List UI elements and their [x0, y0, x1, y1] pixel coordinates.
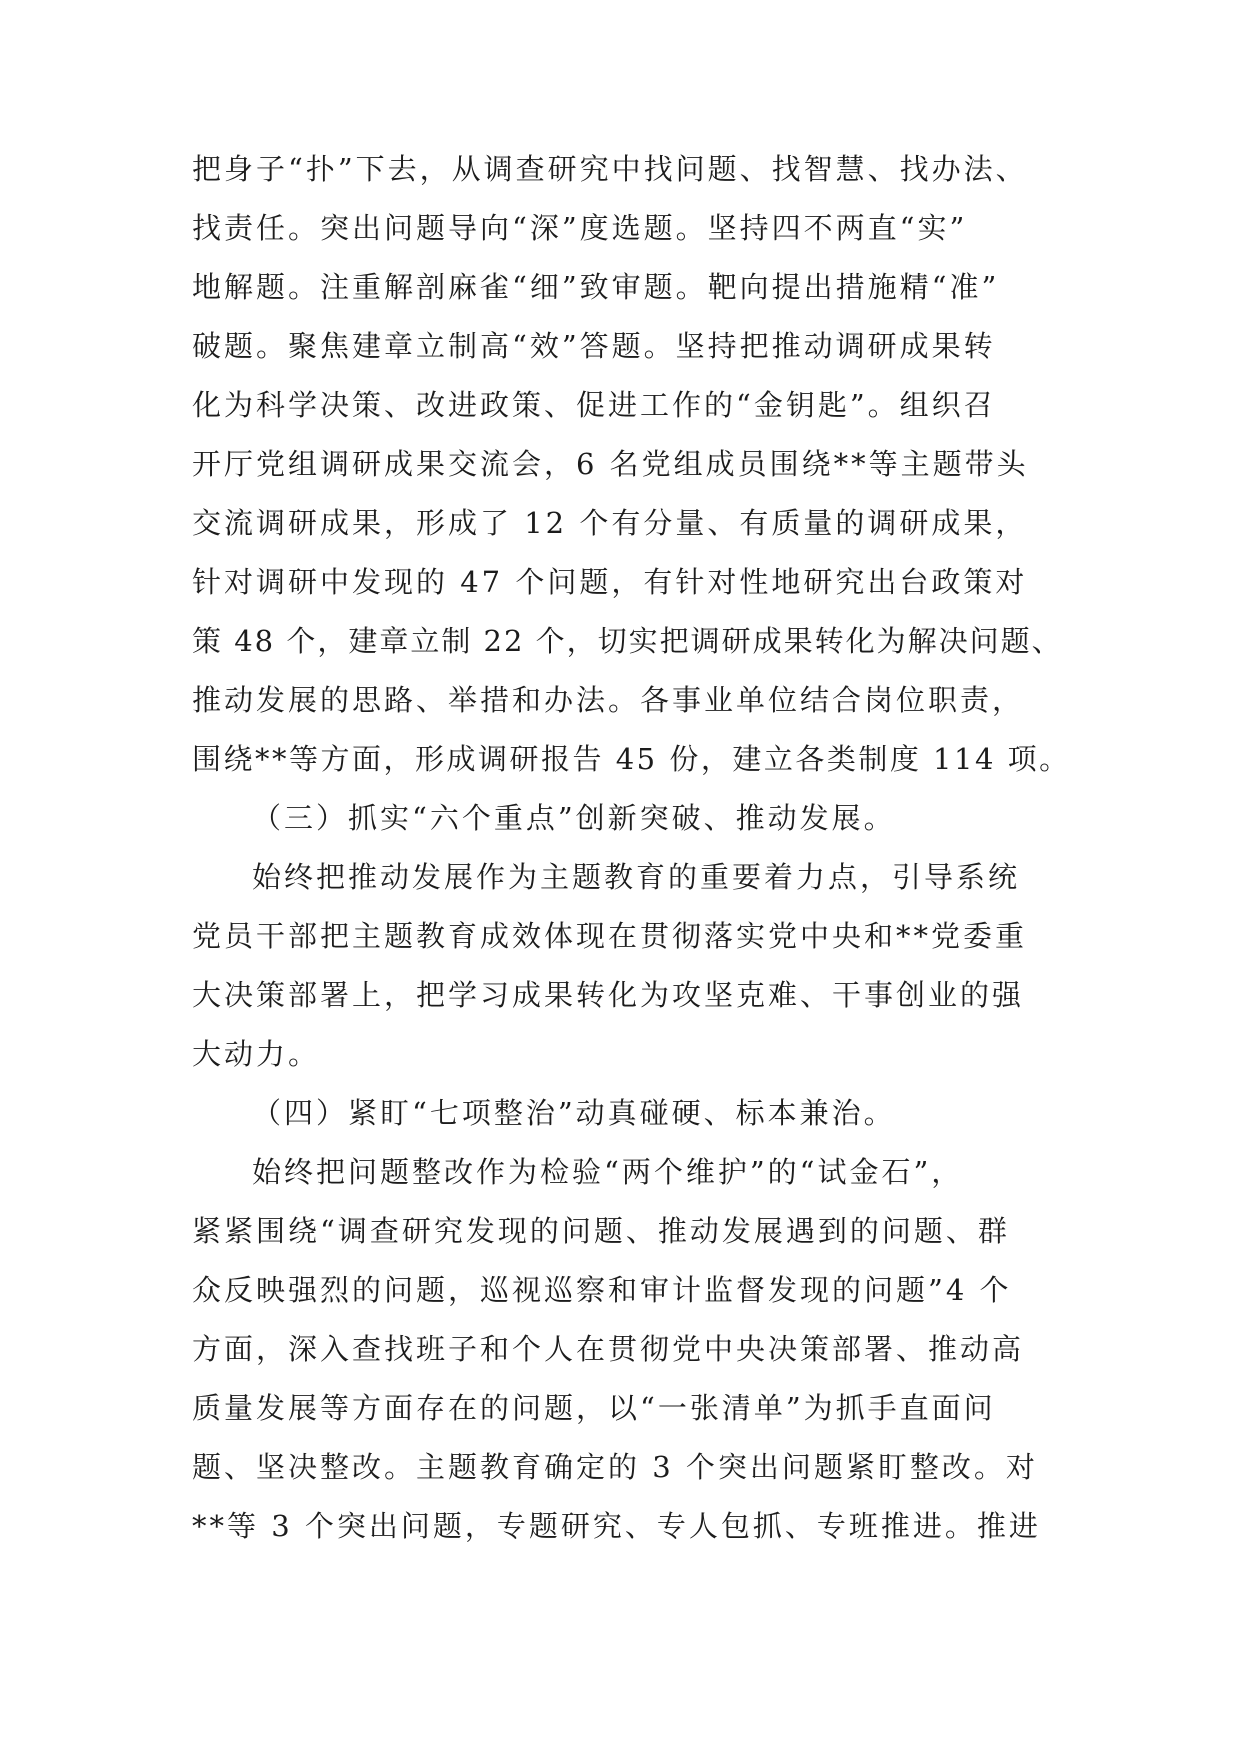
text-line: 针对调研中发现的 47 个问题，有针对性地研究出台政策对 [192, 565, 1028, 599]
text-line: 质量发展等方面存在的问题，以“一张清单”为抓手直面问 [192, 1391, 996, 1425]
text-line: 大决策部署上，把学习成果转化为攻坚克难、干事创业的强 [192, 978, 1025, 1012]
document-body [192, 140, 1072, 1556]
text-line: 找责任。突出问题导向“深”度选题。坚持四不两直“实” [192, 211, 968, 245]
section-heading-3: （三）抓实“六个重点”创新突破、推动发展。 [252, 801, 896, 835]
text-line: 策 48 个，建章立制 22 个，切实把调研成果转化为解决问题、 [192, 624, 1063, 658]
text-line: 众反映强烈的问题，巡视巡察和审计监督发现的问题”4 个 [192, 1273, 1012, 1307]
section-heading-4: （四）紧盯“七项整治”动真碰硬、标本兼治。 [252, 1096, 896, 1130]
text-line: 推动发展的思路、举措和办法。各事业单位结合岗位职责， [192, 683, 1025, 717]
text-line: 题、坚决整改。主题教育确定的 3 个突出问题紧盯整改。对 [192, 1450, 1038, 1484]
text-line: 化为科学决策、改进政策、促进工作的“金钥匙”。组织召 [192, 388, 996, 422]
text-line: 方面，深入查找班子和个人在贯彻党中央决策部署、推动高 [192, 1332, 1025, 1366]
text-line: 大动力。 [192, 1037, 321, 1071]
text-line: 破题。聚焦建章立制高“效”答题。坚持把推动调研成果转 [192, 329, 996, 363]
text-line: 党员干部把主题教育成效体现在贯彻落实党中央和**党委重 [192, 919, 1028, 953]
text-line: 交流调研成果，形成了 12 个有分量、有质量的调研成果， [192, 506, 1028, 540]
text-line: 开厅党组调研成果交流会，6 名党组成员围绕**等主题带头 [192, 447, 1029, 481]
paragraph-first-line: 始终把推动发展作为主题教育的重要着力点，引导系统 [252, 860, 1021, 894]
text-line: 围绕**等方面，形成调研报告 45 份，建立各类制度 114 项。 [192, 742, 1071, 776]
text-line: **等 3 个突出问题，专题研究、专人包抓、专班推进。推进 [192, 1509, 1041, 1543]
text-line: 把身子“扑”下去，从调查研究中找问题、找智慧、找办法、 [192, 152, 1028, 186]
text-line: 地解题。注重解剖麻雀“细”致审题。靶向提出措施精“准” [192, 270, 1000, 304]
text-line: 紧紧围绕“调查研究发现的问题、推动发展遇到的问题、群 [192, 1214, 1010, 1248]
paragraph-first-line: 始终把问题整改作为检验“两个维护”的“试金石”， [252, 1155, 964, 1189]
